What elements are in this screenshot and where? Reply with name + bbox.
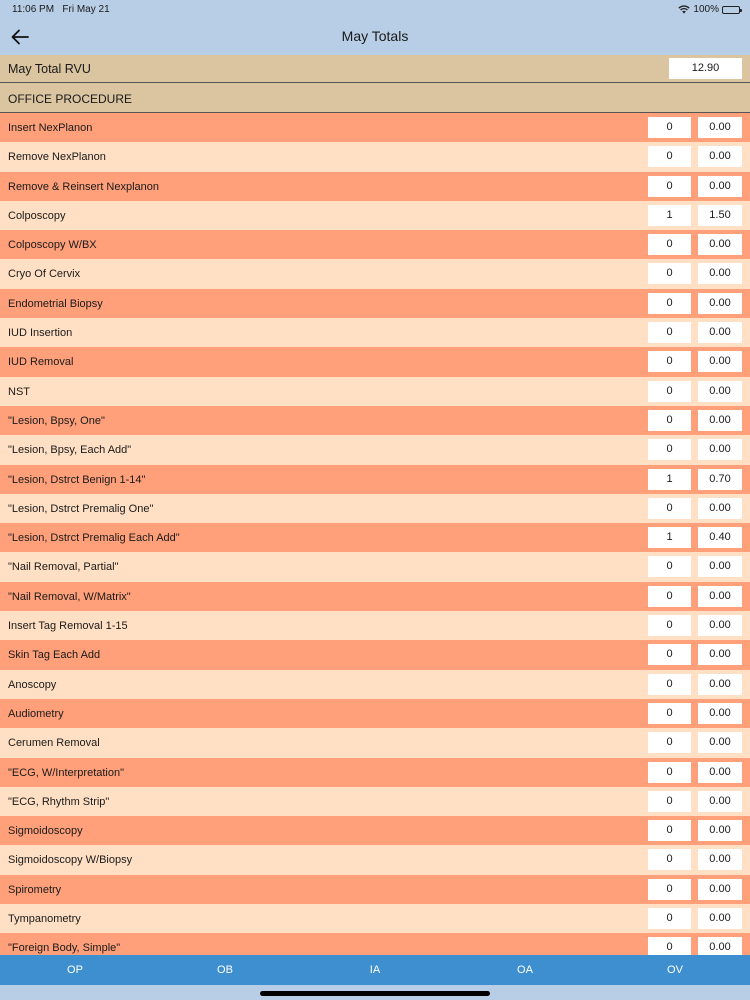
procedure-count-field: 0 [648, 439, 691, 460]
procedure-rvu-field: 0.00 [698, 263, 742, 284]
procedure-row[interactable] [0, 435, 750, 464]
procedure-row[interactable] [0, 875, 750, 904]
procedure-rvu-field: 0.00 [698, 439, 742, 460]
tab-bar [0, 955, 750, 985]
procedure-row[interactable] [0, 552, 750, 581]
procedure-count-field: 0 [648, 556, 691, 577]
procedure-rvu-field: 0.00 [698, 615, 742, 636]
total-rvu-row [0, 55, 750, 83]
procedure-row[interactable] [0, 787, 750, 816]
procedure-label: Insert NexPlanon [8, 122, 93, 134]
procedure-count-field: 0 [648, 498, 691, 519]
procedure-rvu-field: 0.00 [698, 410, 742, 431]
procedure-count-field: 0 [648, 791, 691, 812]
procedure-label: Anoscopy [8, 678, 57, 691]
procedure-label: Skin Tag Each Add [8, 649, 101, 662]
battery-percent: 100% [693, 4, 719, 15]
navigation-bar [0, 20, 750, 55]
procedure-count-field: 0 [648, 615, 691, 636]
procedure-count-field: 0 [648, 879, 691, 900]
procedure-count-field: 0 [648, 263, 691, 284]
procedure-count-field: 0 [648, 410, 691, 431]
procedure-row[interactable] [0, 523, 750, 552]
procedure-label: "Lesion, Dstrct Premalig Each Add" [8, 532, 180, 545]
procedure-label: NST [8, 385, 30, 398]
procedure-rvu-field: 0.00 [698, 146, 742, 167]
procedure-count-field: 0 [648, 820, 691, 841]
procedure-rvu-field: 0.00 [698, 732, 742, 753]
procedure-row[interactable] [0, 377, 750, 406]
procedure-row[interactable] [0, 728, 750, 757]
section-title: OFFICE PROCEDURE [8, 92, 133, 106]
procedure-label: "Nail Removal, W/Matrix" [8, 590, 131, 603]
procedure-count-field: 0 [648, 351, 691, 372]
wifi-icon [678, 5, 690, 14]
procedure-row[interactable] [0, 494, 750, 523]
procedure-count-field: 0 [648, 762, 691, 783]
procedure-label: "Nail Removal, Partial" [8, 561, 119, 574]
procedure-count-field: 0 [648, 937, 691, 955]
home-indicator[interactable] [260, 991, 490, 996]
procedure-row[interactable] [0, 699, 750, 728]
procedure-label: Sigmoidoscopy [8, 825, 83, 838]
procedure-label: Cerumen Removal [8, 737, 100, 750]
procedure-row[interactable] [0, 142, 750, 171]
procedure-rvu-field: 0.00 [698, 674, 742, 695]
status-bar [0, 0, 750, 20]
battery-icon [722, 6, 740, 14]
procedure-rvu-field: 0.00 [698, 293, 742, 314]
procedure-row[interactable] [0, 259, 750, 288]
procedure-row[interactable] [0, 318, 750, 347]
page-title: May Totals [341, 28, 409, 44]
procedure-row[interactable] [0, 113, 750, 142]
tab-ob[interactable]: OB [217, 964, 233, 976]
procedure-count-field: 0 [648, 908, 691, 929]
procedure-rvu-field: 0.00 [698, 381, 742, 402]
procedure-count-field: 1 [648, 527, 691, 548]
procedure-row[interactable] [0, 640, 750, 669]
status-indicators [678, 4, 740, 15]
procedure-count-field: 0 [648, 703, 691, 724]
procedure-rvu-field: 0.00 [698, 908, 742, 929]
procedure-rvu-field: 0.40 [698, 527, 742, 548]
procedure-row[interactable] [0, 201, 750, 230]
total-rvu-value: 12.90 [669, 58, 742, 79]
procedure-rvu-field: 0.00 [698, 176, 742, 197]
procedure-label: IUD Removal [8, 356, 74, 369]
procedure-count-field: 0 [648, 117, 691, 138]
procedure-label: Insert Tag Removal 1-15 [8, 620, 128, 633]
procedure-count-field: 0 [648, 674, 691, 695]
procedure-rvu-field: 0.00 [698, 556, 742, 577]
procedure-rvu-field: 0.00 [698, 703, 742, 724]
procedure-label: Sigmoidoscopy W/Biopsy [8, 854, 133, 867]
procedure-row[interactable] [0, 611, 750, 640]
procedure-rvu-field: 0.00 [698, 498, 742, 519]
procedure-label: "ECG, W/Interpretation" [8, 766, 125, 779]
procedure-rvu-field: 0.00 [698, 791, 742, 812]
procedure-rvu-field: 0.00 [698, 937, 742, 955]
procedure-rvu-field: 0.00 [698, 879, 742, 900]
procedure-rvu-field: 0.00 [698, 234, 742, 255]
procedure-label: Colposcopy [8, 209, 66, 222]
procedure-label: Audiometry [8, 707, 64, 720]
procedure-label: Endometrial Biopsy [8, 297, 103, 310]
tab-ov[interactable]: OV [667, 964, 683, 976]
procedure-row[interactable] [0, 289, 750, 318]
procedure-count-field: 1 [648, 205, 691, 226]
procedure-row[interactable] [0, 172, 750, 201]
procedure-label: "Lesion, Dstrct Benign 1-14" [8, 473, 146, 486]
procedure-row[interactable] [0, 582, 750, 611]
procedure-row[interactable] [0, 406, 750, 435]
procedure-count-field: 0 [648, 732, 691, 753]
procedure-row[interactable] [0, 230, 750, 259]
procedure-label: "Lesion, Dstrct Premalig One" [8, 502, 154, 515]
procedure-row[interactable] [0, 816, 750, 845]
procedure-count-field: 0 [648, 322, 691, 343]
procedure-label: "Lesion, Bpsy, One" [8, 414, 105, 427]
clock-date: Fri May 21 [62, 4, 110, 15]
procedure-label: IUD Insertion [8, 327, 73, 340]
procedure-count-field: 0 [648, 381, 691, 402]
procedure-count-field: 0 [648, 586, 691, 607]
procedure-count-field: 0 [648, 293, 691, 314]
procedure-row[interactable] [0, 845, 750, 874]
procedure-rvu-field: 1.50 [698, 205, 742, 226]
procedure-row[interactable] [0, 933, 750, 955]
procedure-label: Tympanometry [8, 913, 81, 926]
status-time [12, 4, 110, 15]
procedure-count-field: 0 [648, 176, 691, 197]
procedure-rvu-field: 0.00 [698, 322, 742, 343]
procedure-rvu-field: 0.00 [698, 117, 742, 138]
procedure-label: "ECG, Rhythm Strip" [8, 795, 110, 808]
procedure-label: "Foreign Body, Simple" [8, 942, 121, 955]
procedure-label: Colposcopy W/BX [8, 239, 97, 252]
procedure-rvu-field: 0.00 [698, 586, 742, 607]
procedure-label: Remove & Reinsert Nexplanon [8, 180, 160, 193]
procedure-label: Spirometry [8, 883, 62, 896]
tab-oa[interactable]: OA [517, 964, 533, 976]
procedure-row[interactable] [0, 347, 750, 376]
procedure-row[interactable] [0, 670, 750, 699]
tab-op[interactable]: OP [67, 964, 83, 976]
procedure-rvu-field: 0.00 [698, 820, 742, 841]
procedure-rvu-field: 0.70 [698, 469, 742, 490]
procedure-rvu-field: 0.00 [698, 644, 742, 665]
tab-ia[interactable]: IA [369, 964, 381, 976]
procedure-row[interactable] [0, 465, 750, 494]
clock-time: 11:06 PM [12, 4, 55, 15]
procedure-list[interactable] [0, 113, 750, 955]
procedure-label: "Lesion, Bpsy, Each Add" [8, 444, 132, 457]
procedure-label: Remove NexPlanon [8, 151, 106, 164]
procedure-rvu-field: 0.00 [698, 762, 742, 783]
procedure-row[interactable] [0, 904, 750, 933]
procedure-row[interactable] [0, 758, 750, 787]
procedure-count-field: 1 [648, 469, 691, 490]
procedure-label: Cryo Of Cervix [8, 268, 81, 281]
procedure-rvu-field: 0.00 [698, 849, 742, 870]
procedure-count-field: 0 [648, 644, 691, 665]
procedure-count-field: 0 [648, 234, 691, 255]
total-rvu-label: May Total RVU [8, 62, 91, 76]
section-header [0, 83, 750, 113]
procedure-rvu-field: 0.00 [698, 351, 742, 372]
procedure-count-field: 0 [648, 849, 691, 870]
procedure-count-field: 0 [648, 146, 691, 167]
